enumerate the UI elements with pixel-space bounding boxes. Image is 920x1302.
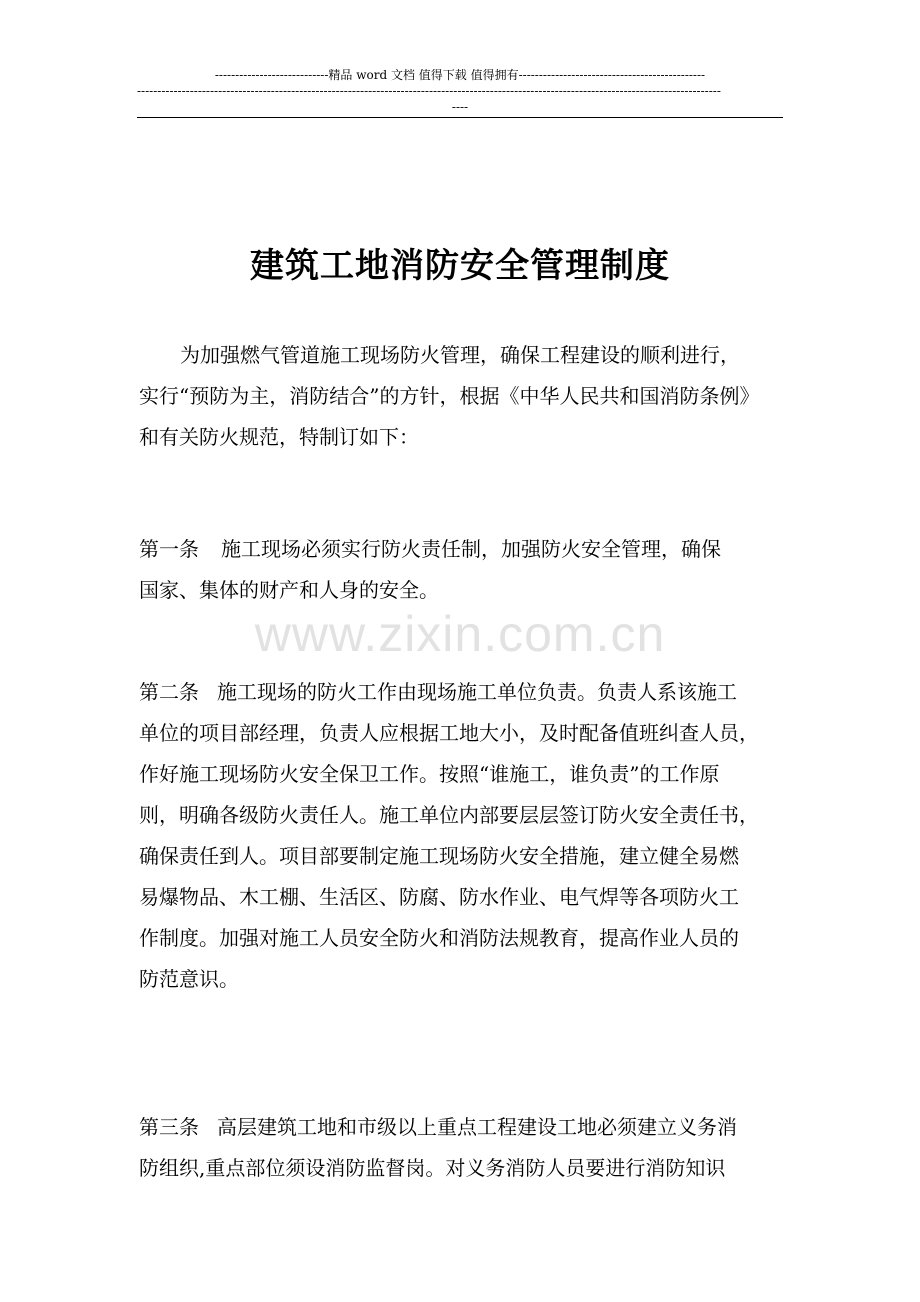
document-title: 建筑工地消防安全管理制度 [250, 246, 670, 286]
article-number: 第三条 [139, 1115, 199, 1139]
header-dash-tail: ---- [451, 100, 469, 114]
article-line: 单位的项目部经理，负责人应根据工地大小，及时配备值班纠查人员， [139, 721, 759, 745]
article-line: 防组织,重点部位须设消防监督岗。对义务消防人员要进行消防知识 [139, 1156, 726, 1180]
article-line: 防范意识。 [139, 967, 239, 991]
article-text: 施工现场的防火工作由现场施工单位负责。负责人系该施工 [217, 680, 737, 704]
article-1 [139, 529, 787, 611]
article-2 [139, 672, 787, 1000]
intro-line: 实行“预防为主，消防结合”的方针，根据《中华人民共和国消防条例》 [139, 384, 760, 408]
header-dash-line: ------------------------------------------------------------------------------------------------------------------------------------------------ [137, 84, 721, 98]
watermark: www.zixin.com.cn [254, 606, 666, 662]
article-line [139, 529, 787, 570]
article-line: 作制度。加强对施工人员安全防火和消防法规教育，提高作业人员的 [139, 926, 739, 950]
article-line: 作好施工现场防火安全保卫工作。按照“谁施工，谁负责”的工作原 [139, 762, 720, 786]
intro-line: 为加强燃气管道施工现场防火管理，确保工程建设的顺利进行， [180, 343, 740, 367]
article-line: 则，明确各级防火责任人。施工单位内部要层层签订防火安全责任书， [139, 803, 759, 827]
article-3 [139, 1107, 787, 1189]
article-number: 第一条 [139, 537, 199, 561]
intro-paragraph [139, 335, 787, 458]
article-line [139, 672, 787, 713]
article-line: 易爆物品、木工棚、生活区、防腐、防水作业、电气焊等各项防火工 [139, 885, 739, 909]
article-text: 高层建筑工地和市级以上重点工程建设工地必须建立义务消 [217, 1115, 737, 1139]
article-text: 施工现场必须实行防火责任制，加强防火安全管理，确保 [221, 537, 721, 561]
intro-line: 和有关防火规范，特制订如下： [139, 425, 419, 449]
header-rule [137, 117, 783, 118]
article-line: 国家、集体的财产和人身的安全。 [139, 578, 439, 602]
article-line [139, 1107, 787, 1148]
article-line: 确保责任到人。项目部要制定施工现场防火安全措施，建立健全易燃 [139, 844, 739, 868]
article-number: 第二条 [139, 680, 199, 704]
header-banner: ----------------------------精品 word 文档 值得下载 值得拥有---------------------------------------------- [214, 68, 706, 82]
